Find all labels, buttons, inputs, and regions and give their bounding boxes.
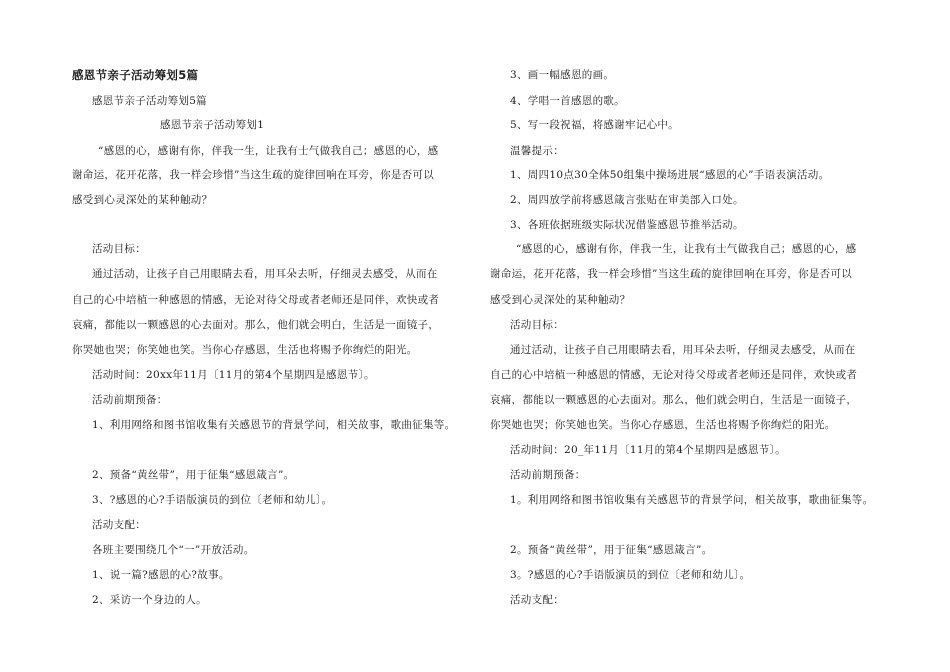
paragraph-line: “感恩的心，感谢有你，伴我一生，让我有士气做我自己；感恩的心，感 [516, 243, 857, 255]
paragraph-line: 哀痛，都能以一颗感恩的心去面对。那么，他们就会明白，生活是一面镜子， [72, 319, 440, 331]
list-item: 1、利用网络和图书馆收集有关感恩节的背景学问，相关故事，歌曲征集等。 [92, 419, 456, 431]
heading-preparation: 活动前期预备： [510, 469, 586, 481]
activity-time: 活动时间：20_年11月〔11月的第4个星期四是感恩节〕。 [510, 444, 786, 456]
list-item: 2。预备“黄丝带”，用于征集“感恩箴言”。 [510, 544, 713, 556]
heading-tips: 温馨提示： [510, 145, 564, 157]
heading-goals: 活动目标： [92, 243, 146, 255]
paragraph-line: 感受到心灵深处的某种触动？ [490, 294, 631, 306]
paragraph-line: 通过活动，让孩子自己用眼睛去看，用耳朵去听，仔细灵去感受，从而在 [92, 268, 438, 280]
list-item: 2、周四放学前将感恩箴言张贴在审美部入口处。 [510, 194, 744, 206]
list-item: 3。?感恩的心?手语版演员的到位〔老师和幼儿〕。 [510, 569, 751, 581]
list-item: 2、预备“黄丝带”，用于征集“感恩箴言”。 [92, 469, 295, 481]
heading-arrangement: 活动支配： [92, 519, 146, 531]
list-item: 3、画一幅感恩的画。 [510, 69, 615, 81]
paragraph-line: 谢命运，花开花落，我一样会珍惜”当这生疏的旋律回响在耳旁，你是否可以 [72, 169, 435, 181]
list-item: 5、写一段祝福，将感谢牢记心中。 [510, 119, 679, 131]
heading-preparation: 活动前期预备： [92, 394, 168, 406]
list-item: 3、各班依据班级实际状况借鉴感恩节推举活动。 [510, 219, 744, 231]
paragraph-line: 你哭她也哭；你笑她也笑。当你心存感恩，生活也将赐予你绚烂的阳光。 [490, 419, 836, 431]
paragraph-line: 哀痛，都能以一颗感恩的心去面对。那么，他们就会明白，生活是一面镜子， [490, 394, 858, 406]
paragraph-line: 通过活动，让孩子自己用眼睛去看，用耳朵去听，仔细灵去感受，从而在 [510, 344, 856, 356]
document-title: 感恩节亲子活动筹划5篇 [72, 68, 199, 82]
paragraph-line: 感受到心灵深处的某种触动？ [72, 194, 213, 206]
subtitle: 感恩节亲子活动筹划5篇 [92, 95, 207, 107]
list-item: 1、周四10点30全体50组集中操场进展“感恩的心”手语表演活动。 [510, 169, 830, 181]
section-heading: 感恩节亲子活动筹划1 [160, 119, 265, 131]
activity-time: 活动时间：20xx年11月〔11月的第4个星期四是感恩节〕。 [92, 369, 375, 381]
heading-arrangement: 活动支配： [510, 594, 564, 606]
list-item: 4、学唱一首感恩的歌。 [510, 95, 625, 107]
paragraph-line: “感恩的心，感谢有你，伴我一生，让我有士气做我自己；感恩的心，感 [98, 145, 439, 157]
list-item: 2、采访一个身边的人。 [92, 594, 207, 606]
paragraph-line: 谢命运，花开花落，我一样会珍惜”当这生疏的旋律回响在耳旁，你是否可以 [490, 268, 853, 280]
paragraph-line: 你哭她也哭；你笑她也笑。当你心存感恩，生活也将赐予你绚烂的阳光。 [72, 344, 418, 356]
list-item: 1、说一篇?感恩的心?故事。 [92, 569, 230, 581]
paragraph-line: 自己的心中培植一种感恩的情感，无论对待父母或者老师还是同伴，欢快或者 [72, 294, 440, 306]
paragraph-line: 各班主要围绕几个“一”开放活动。 [92, 544, 255, 556]
heading-goals: 活动目标： [510, 319, 564, 331]
list-item: 1。利用网络和图书馆收集有关感恩节的背景学问，相关故事，歌曲征集等。 [510, 494, 874, 506]
paragraph-line: 自己的心中培植一种感恩的情感，无论对待父母或者老师还是同伴，欢快或者 [490, 369, 858, 381]
list-item: 3、?感恩的心?手语版演员的到位〔老师和幼儿〕。 [92, 494, 333, 506]
